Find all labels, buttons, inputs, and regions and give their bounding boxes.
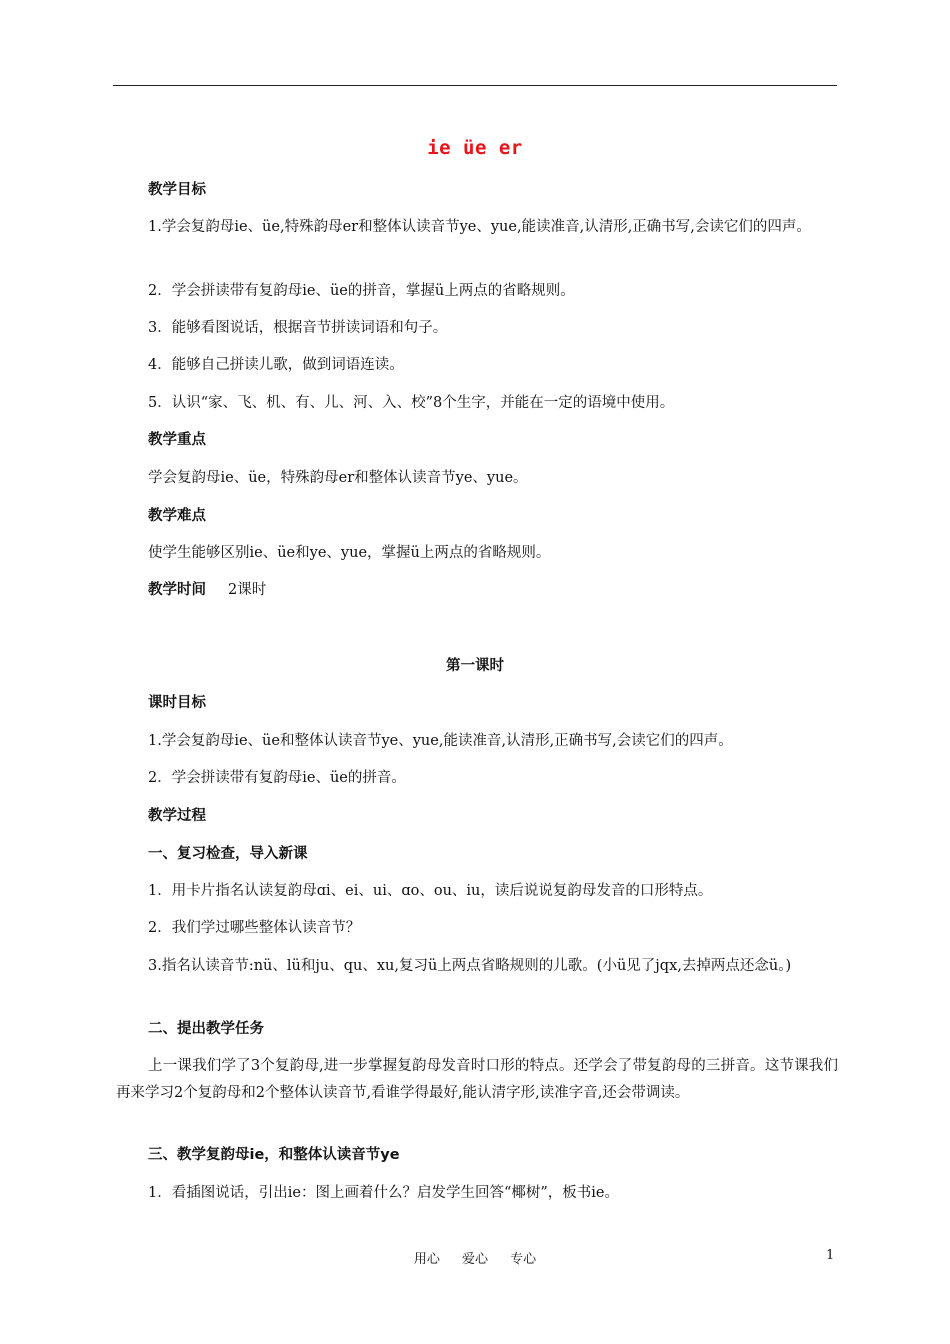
objectives-heading: 教学目标 <box>148 182 206 198</box>
section-1-item-3: 3.指名认读音节:nü、lü和ju、qu、xu,复习ü上两点省略规则的儿歌。(小ü见了jqx,去掉两点还念ü。) <box>148 958 792 974</box>
objective-item-4: 4．能够自己拼读儿歌，做到词语连读。 <box>148 357 404 373</box>
section-1-heading: 一、复习检查，导入新课 <box>148 846 308 862</box>
key-points-heading: 教学重点 <box>148 432 206 448</box>
section-1-item-1: 1．用卡片指名认读复韵母ɑi、ei、ui、ɑo、ou、iu，读后说说复韵母发音的口形特点。 <box>148 883 713 899</box>
section-3-item-1: 1．看插图说话，引出ie：图上画着什么？启发学生回答“椰树”，板书ie。 <box>148 1185 619 1201</box>
objective-item-1: 1.学会复韵母ie、üe,特殊韵母er和整体认读音节ye、yue,能读准音,认清形,正确书写,会读它们的四声。 <box>148 219 811 235</box>
document-title: ie üe er <box>427 137 523 159</box>
difficulties-heading: 教学难点 <box>148 508 206 524</box>
objective-item-2: 2．学会拼读带有复韵母ie、üe的拼音，掌握ü上两点的省略规则。 <box>148 283 575 299</box>
lesson-goal-1: 1.学会复韵母ie、üe和整体认读音节ye、yue,能读准音,认清形,正确书写,会读它们的四声。 <box>148 733 733 749</box>
objective-item-5: 5．认识“家、飞、机、有、儿、河、入、校”8个生字，并能在一定的语境中使用。 <box>148 395 675 411</box>
lesson-one-title: 第一课时 <box>446 658 504 674</box>
section-1-item-2: 2．我们学过哪些整体认读音节？ <box>148 920 361 936</box>
page-number: 1 <box>826 1248 835 1263</box>
difficulties-text: 使学生能够区别ie、üe和ye、yue，掌握ü上两点的省略规则。 <box>148 545 551 561</box>
lesson-goal-2: 2．学会拼读带有复韵母ie、üe的拼音。 <box>148 770 406 786</box>
process-heading: 教学过程 <box>148 808 206 824</box>
teaching-time-value: 2课时 <box>228 582 267 598</box>
section-2-heading: 二、提出教学任务 <box>148 1021 264 1037</box>
header-rule <box>113 85 837 86</box>
section-2-text: 上一课我们学了3个复韵母,进一步掌握复韵母发音时口形的特点。还学会了带复韵母的三拼音。这节课我们再来学习2个复韵母和2个整体认读音节,看谁学得最好,能认清字形,读准字音,还会带调读。 <box>116 1058 838 1101</box>
section-3-heading: 三、教学复韵母ie，和整体认读音节ye <box>148 1147 400 1163</box>
objective-item-3: 3．能够看图说话，根据音节拼读词语和句子。 <box>148 320 448 336</box>
footer-motto: 用心 爱心 专心 <box>413 1252 537 1267</box>
teaching-time-row <box>148 577 838 604</box>
key-points-text: 学会复韵母ie、üe，特殊韵母er和整体认读音节ye、yue。 <box>148 470 528 486</box>
teaching-time-label: 教学时间 <box>148 582 206 598</box>
lesson-goals-heading: 课时目标 <box>148 695 206 711</box>
